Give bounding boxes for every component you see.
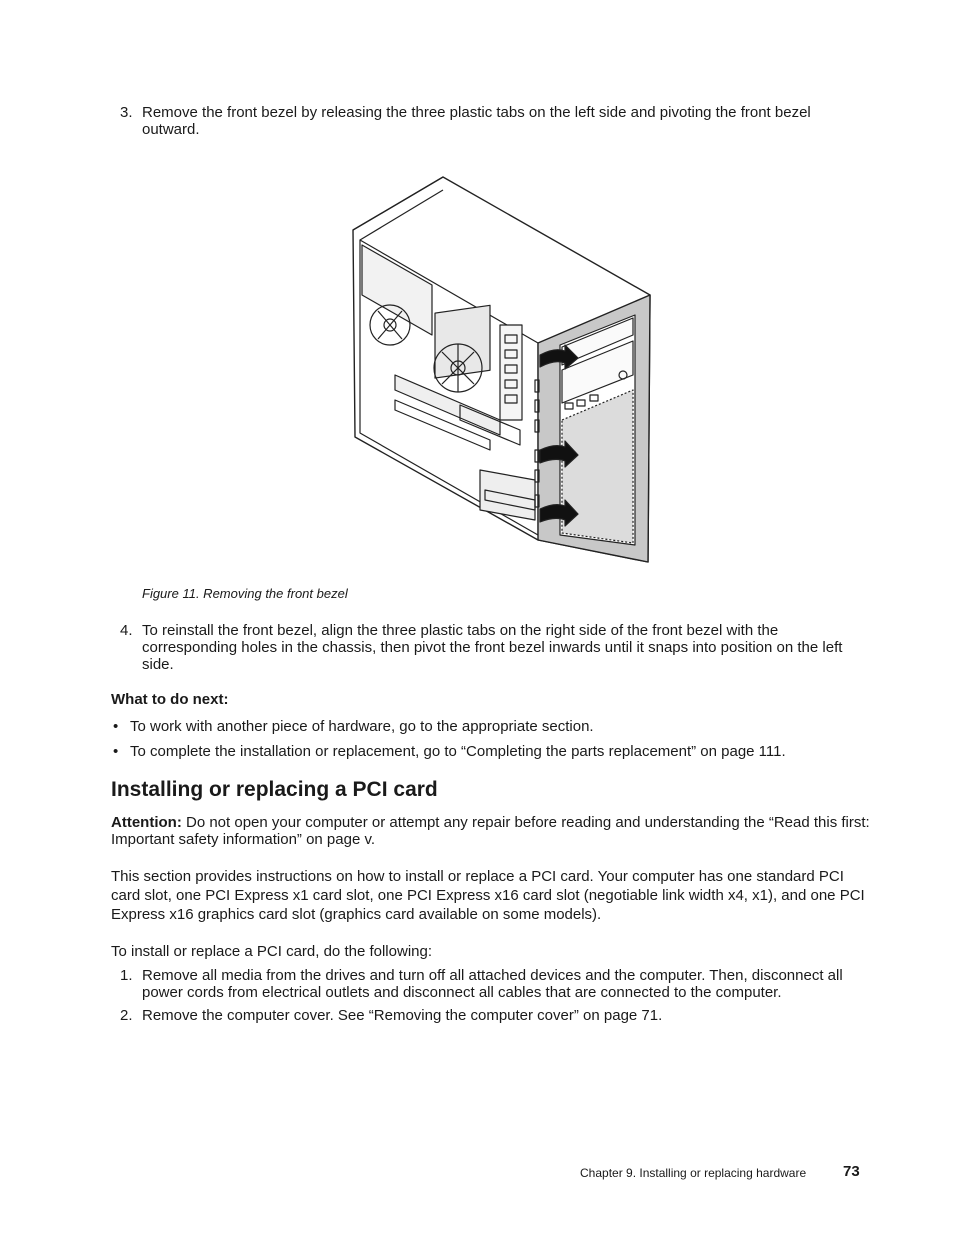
step-text: Remove the computer cover. See “Removing the computer cover” on page 71. (142, 1007, 663, 1024)
lead-paragraph: To install or replace a PCI card, do the following: (111, 943, 432, 960)
list-item: To complete the installation or replacement, go to “Completing the parts replacement” on page 111. (130, 743, 786, 760)
step-text: Remove all media from the drives and turn off all attached devices and the computer. Then, disconnect all power cords from electrical outlets and disconnect all cables that are connected to the computer. (142, 967, 843, 1001)
what-next-heading: What to do next: (111, 691, 229, 708)
list-item: To work with another piece of hardware, go to the appropriate section. (130, 718, 594, 735)
attention-label: Attention: (111, 814, 182, 831)
bullet-symbol: • (113, 718, 119, 735)
section-title: Installing or replacing a PCI card (111, 778, 438, 801)
attention-text: Do not open your computer or attempt any repair before reading and understanding the “Read this first: Important safety information” on page v. (111, 814, 870, 848)
computer-chassis-front-bezel-illustration (350, 175, 652, 565)
intro-paragraph: This section provides instructions on how to install or replace a PCI card. Your computer has one standard PCI card slot, one PCI Express x1 card slot, one PCI Express x16 card slot (negotiable link width x4, x1), and one PCI Express x16 graphics card slot (graphics card available on some models). (111, 868, 865, 923)
figure-caption: Figure 11. Removing the front bezel (142, 586, 348, 601)
attention-paragraph (111, 814, 871, 848)
step-number: 3. (120, 104, 133, 121)
step-number: 4. (120, 622, 133, 639)
step-number: 2. (120, 1007, 133, 1024)
step-number: 1. (120, 967, 133, 984)
bullet-symbol: • (113, 743, 119, 760)
footer-chapter: Chapter 9. Installing or replacing hardware (580, 1166, 807, 1180)
step-text: Remove the front bezel by releasing the three plastic tabs on the left side and pivoting the front bezel outward. (142, 104, 811, 138)
page-number: 73 (843, 1163, 860, 1180)
step-text: To reinstall the front bezel, align the three plastic tabs on the right side of the front bezel with the corresponding holes in the chassis, then pivot the front bezel inwards until it snaps into position on the left side. (142, 622, 843, 673)
